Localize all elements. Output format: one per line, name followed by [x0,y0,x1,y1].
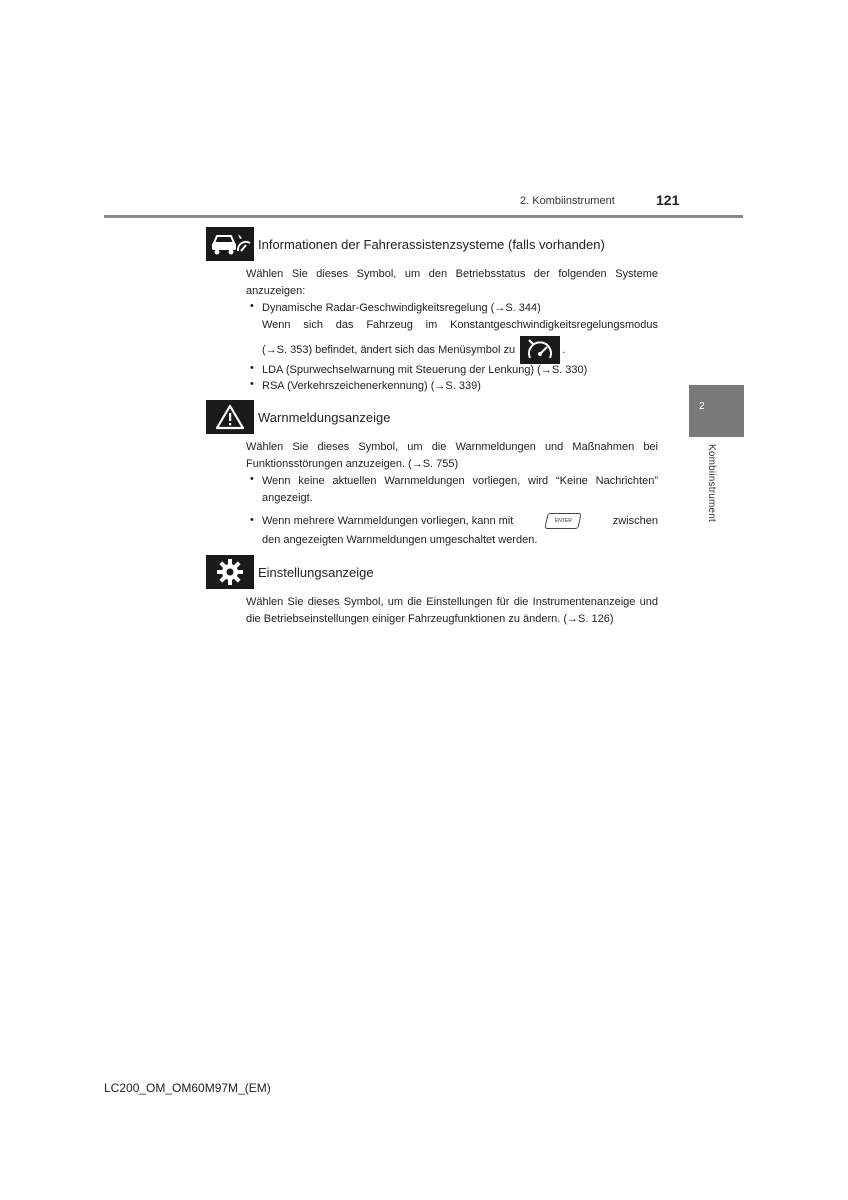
section-title-driver-assist: Informationen der Fahrerassistenzsysteme (falls vorhanden) [258,237,605,252]
warning-bullet-multiple [262,509,658,533]
chapter-tab-number: 2 [699,401,705,412]
enter-button-label: ENTER [554,517,572,524]
cruise-control-icon [520,336,560,364]
bullet-marker: • [250,514,254,526]
section-title-settings: Einstellungsanzeige [258,565,374,580]
driver-assist-icon [206,227,254,261]
footer-code: LC200_OM_OM60M97M_(EM) [104,1081,271,1095]
driver-assist-bullet-radar: Dynamische Radar-Geschwindigkeitsregelung (→S. 344) [262,302,541,314]
warning-triangle-icon [206,400,254,434]
warning-multiple-between: zwischen [612,514,658,527]
header-section-title: 2. Kombiinstrument [520,195,615,207]
header-rule [104,215,743,218]
warning-multiple-text: Wenn mehrere Warnmeldungen vorliegen, kann mit [262,514,514,527]
settings-intro: Wählen Sie dieses Symbol, um die Einstellungen für die Instrumentenanzeige und die Betriebseinstellungen einiger Fahrzeugfunktionen zu ändern. (→S. 126) [246,596,658,625]
warning-bullet-multiple-cont: den angezeigten Warnmeldungen umgeschaltet werden. [262,534,538,546]
enter-button-icon [544,513,581,529]
driver-assist-bullet-lda: LDA (Spurwechselwarnung mit Steuerung der Lenkung) (→S. 330) [262,364,588,376]
driver-assist-bullet-radar-menu [262,336,658,364]
gear-icon [206,555,254,589]
bullet-marker: • [250,473,254,485]
bullet-marker: • [250,378,254,390]
page-number: 121 [656,192,680,208]
warning-bullet-no-messages: Wenn keine aktuellen Warnmeldungen vorliegen, wird “Keine Nachrichten” angezeigt. [262,475,658,504]
bullet-marker: • [250,362,254,374]
driver-assist-intro: Wählen Sie dieses Symbol, um den Betriebsstatus der folgenden Systeme anzuzeigen: [246,268,658,297]
driver-assist-bullet-radar-detail: Wenn sich das Fahrzeug im Konstantgeschwindigkeitsregelungsmodus [262,319,658,331]
warning-intro: Wählen Sie dieses Symbol, um die Warnmeldungen und Maßnahmen bei Funktionsstörungen anzuzeigen. (→S. 755) [246,441,658,470]
chapter-tab-label: Kombiinstrument [706,444,717,523]
bullet-marker: • [250,300,254,312]
driver-assist-bullet-rsa: RSA (Verkehrszeichenerkennung) (→S. 339) [262,380,481,392]
chapter-tab [689,385,744,437]
driver-assist-menu-text: (→S. 353) befindet, ändert sich das Menüsymbol zu [262,344,516,356]
section-title-warning: Warnmeldungsanzeige [258,410,391,425]
driver-assist-menu-period: . [562,344,566,356]
